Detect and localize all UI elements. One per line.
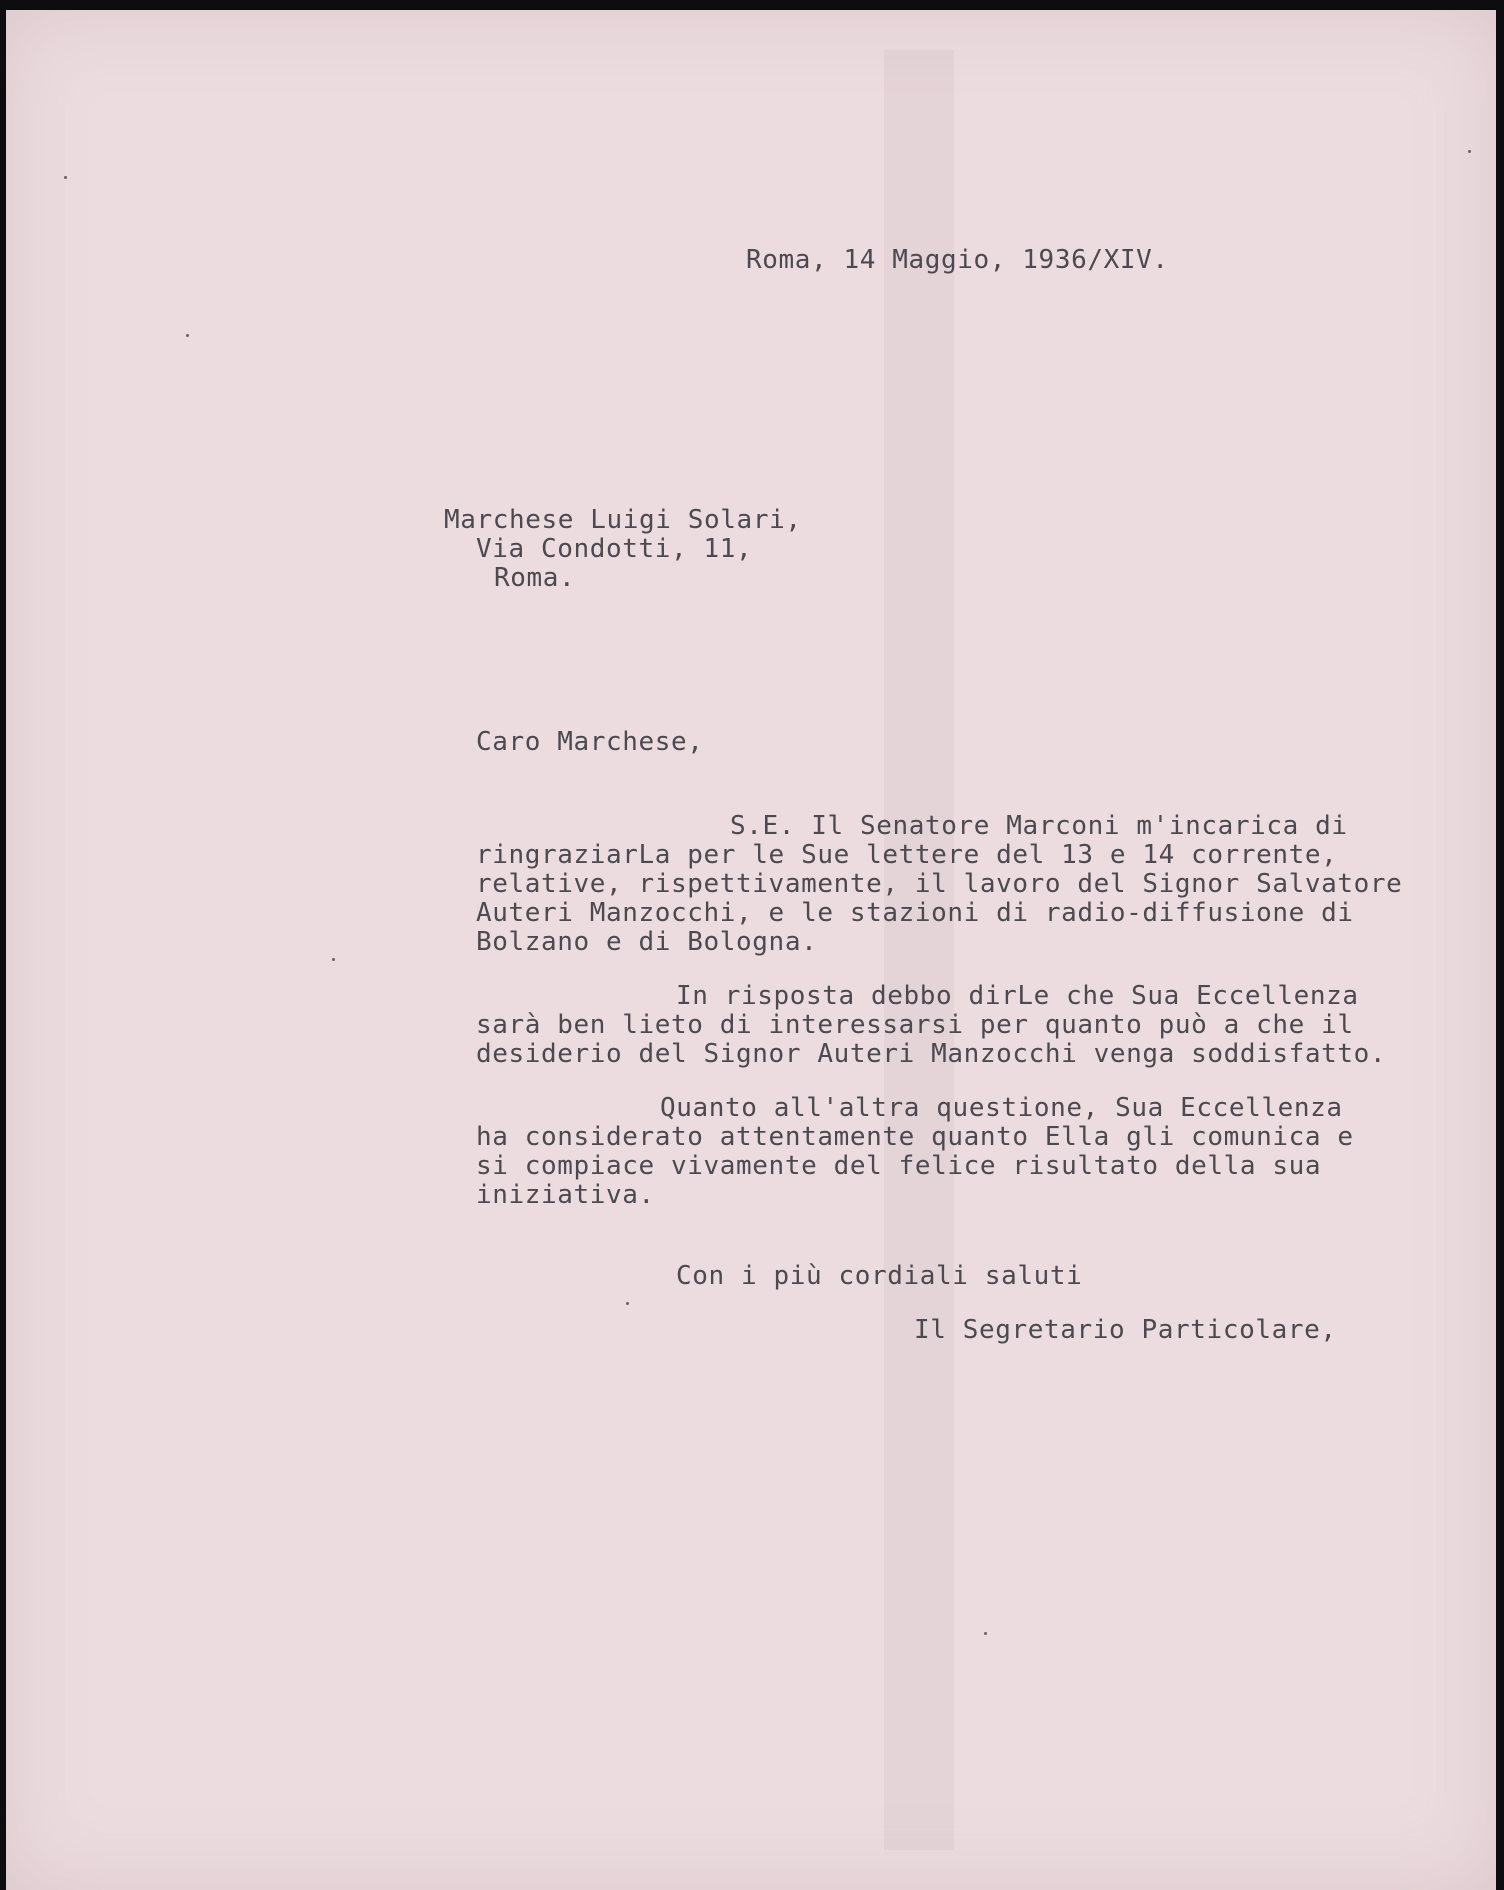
paragraph-3-line-1: Quanto all'altra questione, Sua Eccellenza	[660, 1093, 1343, 1123]
paragraph-1-line-3: relative, rispettivamente, il lavoro del Signor Salvatore	[476, 869, 1403, 899]
closing: Con i più cordiali saluti	[676, 1261, 1083, 1291]
paragraph-1-line-5: Bolzano e di Bologna.	[476, 927, 818, 957]
letter-date: Roma, 14 Maggio, 1936/XIV.	[746, 245, 1169, 275]
paragraph-2-line-1: In risposta debbo dirLe che Sua Eccellenza	[676, 981, 1359, 1011]
paper-speck	[984, 1632, 987, 1635]
paragraph-1-line-4: Auteri Manzocchi, e le stazioni di radio-diffusione di	[476, 898, 1354, 928]
paper-speck	[64, 176, 67, 179]
paragraph-3-line-4: iniziativa.	[476, 1180, 655, 1210]
salutation: Caro Marchese,	[476, 727, 704, 757]
paper-speck	[332, 958, 335, 961]
recipient-name: Marchese Luigi Solari,	[444, 505, 802, 535]
recipient-street: Via Condotti, 11,	[476, 534, 753, 564]
paragraph-3-line-2: ha considerato attentamente quanto Ella gli comunica e	[476, 1122, 1354, 1152]
paper-watermark	[864, 50, 984, 1850]
paragraph-2-line-2: sarà ben lieto di interessarsi per quanto può a che il	[476, 1010, 1354, 1040]
signature-title: Il Segretario Particolare,	[914, 1315, 1337, 1345]
paragraph-3-line-3: si compiace vivamente del felice risultato della sua	[476, 1151, 1322, 1181]
paper-speck	[186, 334, 189, 337]
paragraph-2-line-3: desiderio del Signor Auteri Manzocchi venga soddisfatto.	[476, 1039, 1387, 1069]
paper-speck	[626, 1302, 629, 1305]
paragraph-1-line-1: S.E. Il Senatore Marconi m'incarica di	[730, 811, 1348, 841]
letter-page	[6, 10, 1496, 1890]
paper-speck	[1468, 150, 1471, 153]
recipient-city: Roma.	[494, 563, 576, 593]
paragraph-1-line-2: ringraziarLa per le Sue lettere del 13 e 14 corrente,	[476, 840, 1338, 870]
